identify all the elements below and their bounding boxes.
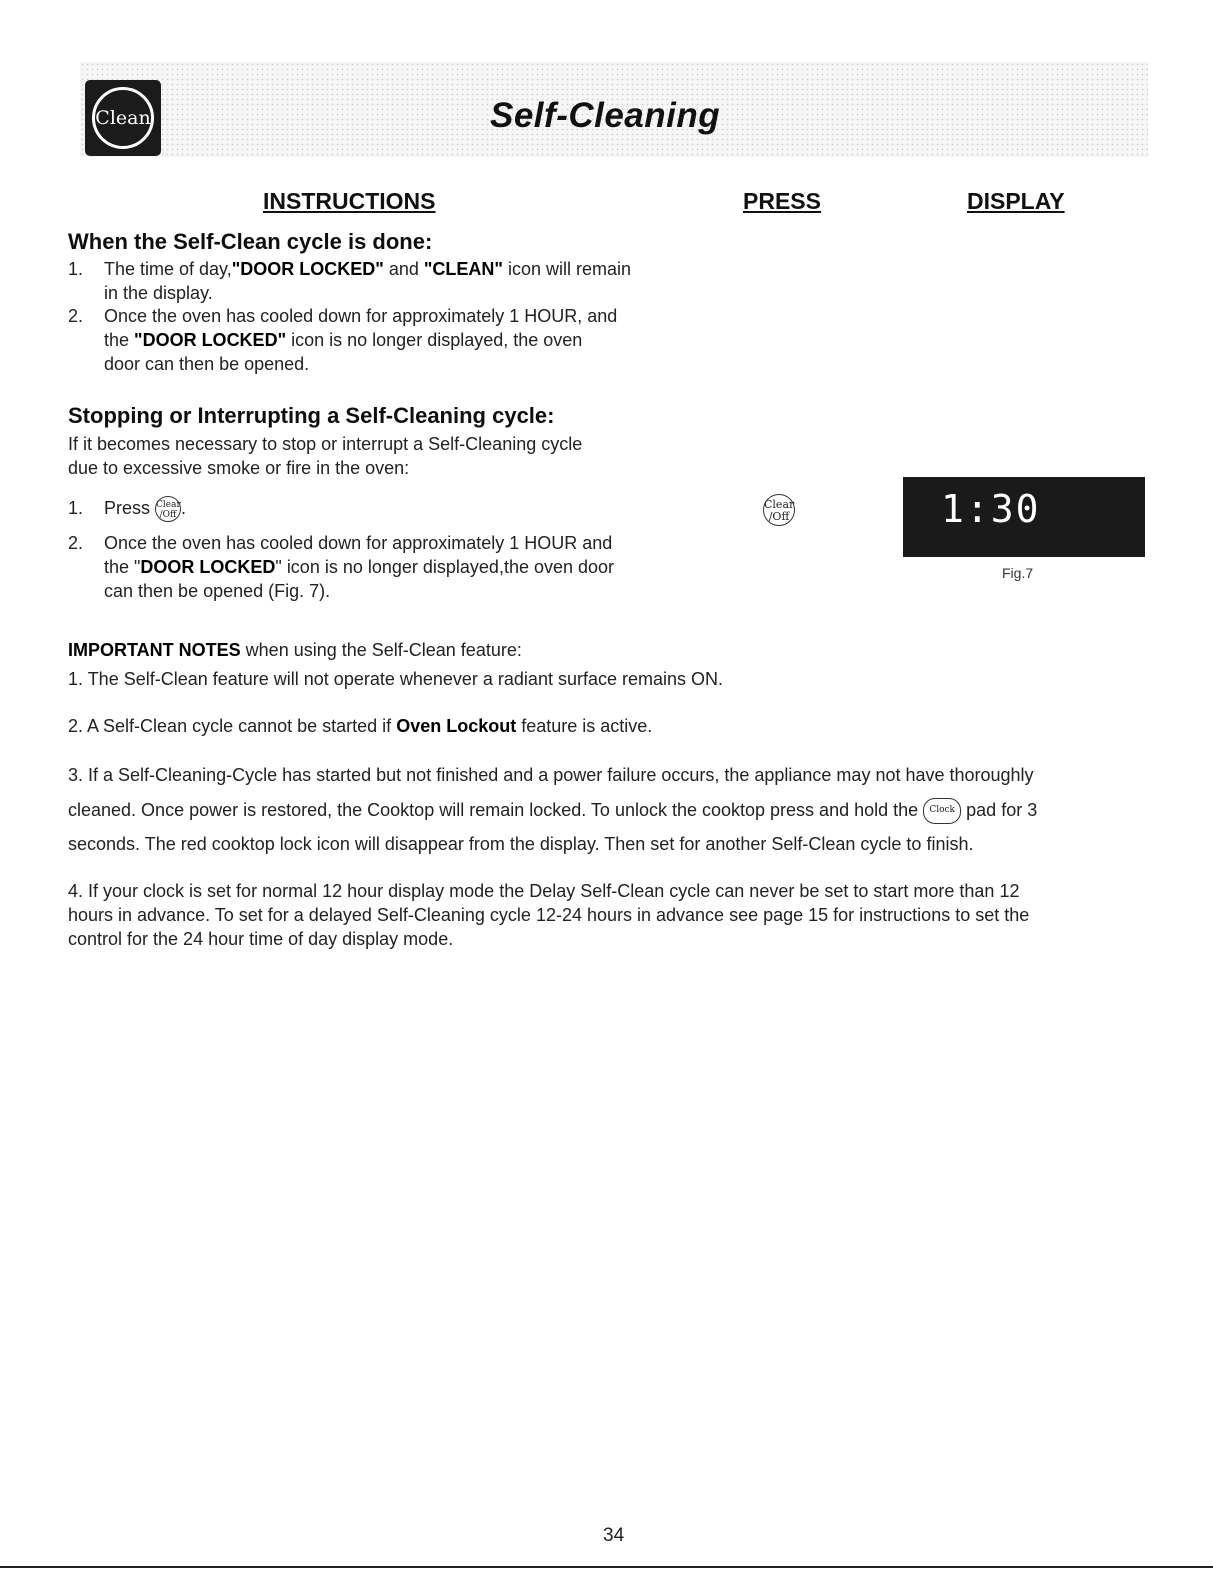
bottom-rule (0, 1566, 1213, 1568)
note-4-line: hours in advance. To set for a delayed Self-Cleaning cycle 12-24 hours in advance see page 15 for instructions to set the (68, 905, 1030, 925)
text-run: Once the oven has cooled down for approximately 1 HOUR and (104, 533, 613, 553)
note-2 (68, 714, 652, 738)
section-heading-done: When the Self-Clean cycle is done: (68, 229, 433, 254)
pad-label: /Off (768, 510, 790, 523)
list-item (68, 531, 708, 603)
text-run: " icon is no longer displayed,the oven door (275, 557, 615, 577)
pad-label: /Off (159, 510, 177, 521)
text-run: in the display. (104, 283, 213, 303)
list-text (104, 304, 617, 376)
list-text (104, 496, 186, 522)
intro-line: If it becomes necessary to stop or interrupt a Self-Cleaning cycle (68, 434, 583, 454)
clock-pad-icon: Clock (923, 798, 961, 824)
text-run: pad for 3 (961, 800, 1038, 820)
list-item (68, 496, 368, 526)
oven-display (903, 477, 1145, 557)
list-text (104, 531, 614, 603)
clean-term: "CLEAN" (423, 259, 503, 279)
clear-off-pad-icon (155, 496, 181, 522)
clean-icon-label: Clean (92, 87, 154, 149)
door-locked-term: DOOR LOCKED (140, 557, 276, 577)
page-title: Self-Cleaning (490, 96, 721, 135)
list-item (68, 257, 708, 305)
door-locked-term: "DOOR LOCKED" (134, 330, 287, 350)
oven-lockout-term: Oven Lockout (396, 716, 517, 736)
notes-heading (68, 638, 522, 662)
clear-off-pad-icon (763, 494, 795, 526)
list-item (68, 304, 708, 376)
text-run: door can then be opened. (104, 354, 310, 374)
note-4-line: control for the 24 hour time of day display mode. (68, 929, 454, 949)
figure-caption: Fig.7 (1002, 565, 1034, 581)
note-3-line: 3. If a Self-Cleaning-Cycle has started but not finished and a power failure occurs, the appliance may not have thoroughly (68, 765, 1034, 785)
text-run: the " (104, 557, 141, 577)
text-run: cleaned. Once power is restored, the Cooktop will remain locked. To unlock the cooktop press and hold the (68, 800, 924, 820)
list-text (104, 257, 631, 305)
text-run: 2. A Self-Clean cycle cannot be started if (68, 716, 397, 736)
text-run: The time of day, (104, 259, 232, 279)
note-4-line: 4. If your clock is set for normal 12 hour display mode the Delay Self-Clean cycle can never be set to start more than 12 (68, 881, 1020, 901)
text-run: feature is active. (516, 716, 653, 736)
display-readout: 1:30 (941, 487, 1041, 531)
display-heading: DISPLAY (967, 188, 1065, 214)
list-number: 2. (68, 533, 84, 553)
instructions-heading: INSTRUCTIONS (263, 188, 436, 214)
list-number: 1. (68, 498, 84, 518)
text-run: icon is no longer displayed, the oven (286, 330, 583, 350)
text-run: can then be opened (Fig. 7). (104, 581, 331, 601)
page-number: 34 (603, 1525, 625, 1546)
section-heading-stopping: Stopping or Interrupting a Self-Cleaning cycle: (68, 403, 555, 428)
intro-line: due to excessive smoke or fire in the oven: (68, 458, 410, 478)
press-heading: PRESS (743, 188, 821, 214)
text-run: icon will remain (502, 259, 631, 279)
text-run: . (181, 498, 187, 518)
note-3-line (68, 798, 1148, 824)
text-run: the (104, 330, 135, 350)
pad-label: Clear (156, 500, 181, 511)
text-run: Press (104, 498, 151, 518)
pad-label: Clear (764, 498, 795, 511)
text-run: and (383, 259, 424, 279)
section-banner (80, 62, 1148, 157)
clean-pad-icon (85, 80, 161, 156)
notes-heading-bold: IMPORTANT NOTES (68, 640, 241, 660)
note-3-line: seconds. The red cooktop lock icon will disappear from the display. Then set for another Self-Clean cycle to finish. (68, 834, 974, 854)
note-1: 1. The Self-Clean feature will not operate whenever a radiant surface remains ON. (68, 669, 724, 689)
text-run: Once the oven has cooled down for approximately 1 HOUR, and (104, 306, 618, 326)
text-run: when using the Self-Clean feature: (240, 640, 522, 660)
list-number: 2. (68, 306, 84, 326)
list-number: 1. (68, 259, 84, 279)
door-locked-term: "DOOR LOCKED" (231, 259, 384, 279)
